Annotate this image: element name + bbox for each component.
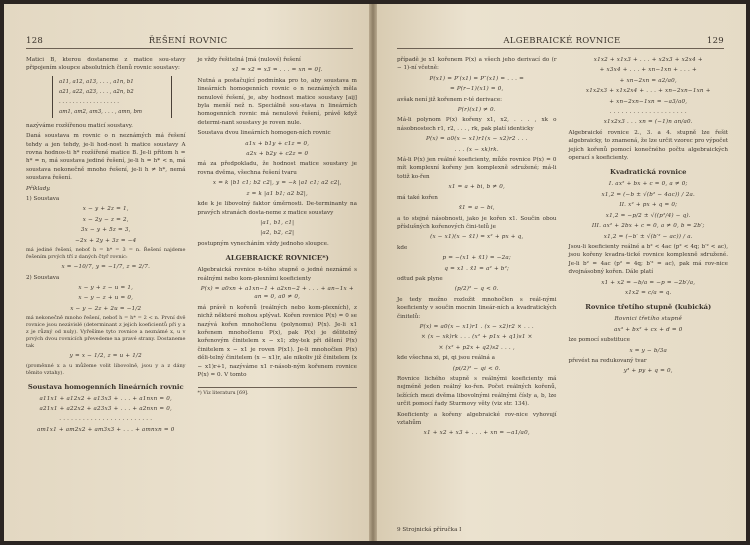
paragraph: kde: [397, 244, 408, 251]
paragraph: má jediné řešení, neboť h = h* = 3 = n. Řešení najdeme řešením prvých tří z daných čtyř rovnic:: [26, 247, 186, 261]
augmented-matrix: [52, 76, 172, 118]
equation: II. x² + px + q = 0;: [619, 202, 678, 209]
paragraph: je vždy řešitelná [má (nulové) řešení: [197, 57, 301, 63]
equation: (p/2)² − q < 0.: [454, 286, 499, 293]
equation: x1,2 = (−b ± √(b² − 4ac)) / 2a.: [601, 191, 695, 198]
paragraph: případě je x1 kořenem P(x) a všech jeho derivací do (r − 1)-ní včetně:: [397, 57, 557, 72]
equation: I. ax² + bx + c = 0, a ≠ 0;: [608, 181, 688, 188]
equation: x − y − z + u = 0,: [78, 295, 134, 302]
paragraph: Nutná a postačující podmínka pro to, aby soustava m lineárních homogenních rovnic o n neznámých měla nenulové řešení, je, aby hodnost matice soustavy [aij] byla menší než n. Speciálně sou-stava n lineárních homogenních rovnic má nenulové řešení, právě když determi-nant soustavy je roven nule.: [197, 77, 357, 126]
equation: P(r)(x1) ≠ 0.: [457, 107, 496, 114]
equation: x1 + x2 = −b/a = −p = −2b′/a,: [601, 279, 696, 286]
equation: x1,2 = −p/2 ± √((p²/4) − q).: [605, 212, 691, 219]
equation: P(x1) = P′(x1) = P″(x1) = . . . =: [429, 75, 525, 82]
signature-mark: 9 Strojnická příručka I: [397, 527, 462, 533]
equation: P(x) = a0(x − x1)r1(x − x2)r2 . . .: [425, 136, 528, 143]
right-running-head: ALGEBRAICKÉ ROVNICE: [503, 36, 621, 46]
equation: |a2, b2, c2|: [260, 230, 295, 237]
equation: |a1, b1, c1|: [260, 219, 295, 226]
equation: x − y + 2z = 1,: [82, 206, 129, 213]
paragraph: Je tedy možno rozložit mnohočlen s reál-nými koeficienty v součin mocnin lineár-ních a kvadratických činitelů:: [397, 296, 557, 320]
equation: p = −(x1 + x̄1) = −2a;: [442, 255, 511, 262]
matrix-row: a21, a22, a23, . . . , a2n, b2: [59, 88, 134, 95]
matrix-row: am1, am2, am3, . . . , amn, bm: [59, 108, 143, 115]
footnote: *) Viz literaturu [69].: [198, 387, 358, 398]
equation: . . . . . . . . . . . . . . . . . . . . . . . .: [59, 416, 153, 423]
left-column-2: [198, 56, 358, 527]
equation: x = k |b1 c1; b2 c2|, y = −k |a1 c1; a2 c2|,: [212, 180, 342, 187]
equation: . . . (x − xk)rk.: [454, 146, 499, 153]
equation: x1x2x3 + x1x2x4 + . . . + xn−2xn−1xn +: [585, 88, 711, 95]
paragraph: Má-li polynom P(x) kořeny x1, x2, . . . , xk o násobnostech r1, r2, . . . , rk, pak platí identicky: [397, 117, 557, 132]
equation: 3x − y + 5z = 3,: [80, 227, 131, 234]
section-heading: Soustava homogenních lineárních rovnic: [27, 382, 184, 391]
left-running-head: ŘEŠENÍ ROVNIC: [148, 36, 228, 46]
book-gutter: [369, 4, 377, 541]
section-heading: Rovnice třetího stupně (kubická): [585, 303, 712, 312]
equation: + xn−2xn = a2/a0,: [619, 77, 677, 84]
paragraph: Soustava dvou lineárních homogen-ních rovnic: [197, 130, 331, 137]
equation: (pi/2)² − qi < 0.: [452, 365, 501, 372]
right-column-2: [569, 56, 729, 527]
equation: y³ + py + q = 0,: [623, 368, 673, 375]
matrix-row: a11, a12, a13, . . . , a1n, b1: [59, 78, 134, 85]
equation: x − 2y − z = 2,: [82, 216, 129, 223]
equation: + x3x4 + . . . + xn−1xn + . . . +: [599, 67, 697, 74]
right-page-header: [397, 34, 724, 49]
equation: x1 = a + bi, b ≠ 0,: [448, 184, 505, 191]
left-page: [4, 4, 375, 541]
paragraph: (proměnné x a u můžeme volit libovolně, jsou y a z dány těmito vztahy).: [26, 362, 186, 376]
paragraph: Daná soustava m rovnic o n neznámých má řešení tehdy a jen tehdy, je-li hod-nost h matice soustavy A rovna hodnos-ti h* rozšířené matice B. Je-li přitom h = h* = n, má soustava jediné řešení, je-li h = h* < n, má soustava nekonečně mnoho řešení, je-li h ≠ h*, nemá soustava řešení.: [26, 133, 186, 182]
paragraph: nazýváme rozšířenou maticí soustavy.: [26, 122, 133, 129]
paragraph: avšak není již kořenem r-té derivace:: [397, 96, 503, 103]
equation: (x − x1)(x − x̄1) = x² + px + q,: [430, 234, 524, 241]
equation: ax³ + bx² + cx + d = 0: [613, 326, 683, 333]
paragraph: a to stejné násobnosti, jako je kořen x1. Součin obou příslušných kořenových čini-telů je: [397, 215, 557, 230]
paragraph: Jsou-li koeficienty reálné a b² < 4ac (p² < 4q; b′² < ac), jsou kořeny kvadra-tické rovnice komplexně sdružené. Je-li b² = 4ac (p² = 4q; b′² = ac), pak má rov-nice dvojnásobný kořen. Dále platí: [568, 243, 728, 276]
paragraph: má právě n kořenů (reálných nebo kom-plexních), z nichž některé mohou splývat. Kořen rovnice P(x) = 0 se nazývá kořen mnohočlenu (polynomu) P(x). Je-li x1 kořenem mnohočlenu P(x), pak P(x) je dělitelný kořenovým činitelem x − x1; zby-tek při dělení P(x) činitelem x − x1 je roven P(x1). Je-li mnohočlen P(x) děli-telný činitelem (x − x1)r, ale nikoliv již činitelem (x − x1)r+1, nazýváme x1 r-násob-ným kořenem rovnice P(x) = 0. V tomto: [197, 304, 357, 378]
equation: am1x1 + am2x2 + am3x3 + . . . + amnxn = 0: [36, 426, 175, 433]
paragraph: lze pomocí substituce: [568, 337, 630, 344]
equation: x̄1 = a − bi,: [458, 205, 495, 212]
example-label: 2) Soustava: [26, 274, 60, 281]
paragraph: kde k je libovolný faktor úměrnosti. De-terminanty na pravých stranách dosta-neme z matice soustavy: [197, 201, 357, 216]
equation: x − y − 2z + 2u = −1/2: [70, 305, 142, 312]
equation: P(x) = a0(x − x1)r1 . (x − x2)r2 × . . .: [419, 323, 534, 330]
equation: a21x1 + a22x2 + a23x3 + . . . + a2nxn = 0,: [39, 405, 173, 412]
paragraph: Rovnice lichého stupně s reálnými koeficienty má nejméně jeden reálný ko-řen. Počet reálných kořenů, ležících mezi dvěma libovolnými reálnými čísly a, b, lze určit pomocí řady Sturmovy věty (viz str. 134).: [397, 376, 557, 408]
section-heading: Kvadratická rovnice: [610, 168, 687, 177]
paragraph: Má-li P(x) jen reálné koeficienty, může rovnice P(x) = 0 mít komplexní kořeny jen komplexně sdružené; má-li totiž ko-řen: [397, 157, 557, 180]
equation: x1x2x3 . . . xn = (−1)n an/a0.: [603, 119, 693, 126]
paragraph: kde všechna xi, pi, qi jsou reálná a: [397, 355, 495, 362]
equation: −2x + 2y + 3z = −4: [75, 237, 137, 244]
equation: q = x1 . x̄1 = a² + b²;: [444, 265, 510, 272]
left-page-header: [26, 34, 353, 49]
paragraph: Koeficienty a kořeny algebraické rov-nice vyhovují vztahům: [397, 411, 557, 427]
example-label: 1) Soustava: [26, 196, 60, 203]
equation: a2x + b2y + c2z = 0: [246, 151, 309, 158]
paragraph: má za předpokladu, že hodnost matice soustavy je rovna dvěma, všechna řešení tvaru: [197, 161, 357, 176]
paragraph: má nekonečně mnoho řešení, neboť h = h* = 2 < n. První dvě rovnice jsou nezávislé (determinant z jejich koeficientů při y a z je různý od nuly). Vyřešíme tyto rovnice a neznámé x, u v prvých dvou rovnicích převedeme na pravé strany. Dostaneme tak: [26, 315, 186, 350]
left-column-1: [26, 56, 186, 527]
paragraph: má také kořen: [397, 194, 438, 201]
paragraph: převést na redukovaný tvar: [568, 357, 647, 364]
equation: z = k |a1 b1; a2 b2|,: [246, 190, 308, 197]
equation: Rovnici třetího stupně: [614, 316, 682, 323]
equation: y = x − 1/2, z = u + 1/2: [69, 353, 142, 360]
equation: x − y + z − u = 1,: [78, 284, 134, 291]
right-page: [375, 4, 746, 541]
equation: x1x2 = c/a = q.: [624, 289, 672, 296]
right-column-1: [397, 56, 557, 527]
left-page-number: 128: [26, 36, 44, 46]
paragraph: Matici B, kterou dostaneme z matice sou-stavy připojením sloupce absolutních členů rovnic soustavy:: [26, 57, 186, 72]
matrix-row: . . . . . . . . . . . . . . . . . .: [59, 98, 119, 105]
equation: × (x − xk)rk . . . (x² + p1x + q1)s1 ×: [421, 334, 533, 341]
equation: III. ax² + 2bx + c = 0, a ≠ 0, b = 2b′;: [591, 223, 705, 230]
paragraph: Algebraická rovnice n-tého stupně o jedné neznámé s reálnými nebo kom-plexními koeficienty: [197, 267, 357, 282]
section-heading: ALGEBRAICKÉ ROVNICE*): [225, 254, 329, 263]
subheading: Příklady.: [26, 185, 51, 192]
paragraph: postupným vynecháním vždy jednoho sloupce.: [197, 240, 329, 247]
equation: x1x2 + x1x3 + . . . + x2x3 + x2x4 +: [593, 57, 703, 63]
equation: + xn−2xn−1xn = −a3/a0,: [609, 98, 688, 105]
equation: x1,2 = (−b′ ± √(b′² − ac)) / a.: [603, 233, 693, 240]
equation: = P(r−1)(x1) = 0,: [449, 86, 504, 93]
equation: a1x + b1y + c1z = 0,: [245, 140, 310, 147]
equation: × (x² + p2x + q2)s2 . . . ,: [438, 344, 515, 351]
equation: P(x) = a0xn + a1xn−1 + a2xn−2 + . . . + an−1x + an = 0, a0 ≠ 0,: [200, 285, 354, 301]
equation: x1 = x2 = x3 = . . . = xn = 0].: [231, 67, 323, 74]
paragraph: odtud pak plyne: [397, 275, 443, 282]
equation: x = y − b/3a: [629, 347, 668, 354]
paragraph: Algebraické rovnice 2., 3. a 4. stupně lze řešit algebraicky, to znamená, že lze určit vzorec pro výpočet jejích kořenů pomocí konečného počtu algebraických operací s koeficienty.: [568, 129, 728, 162]
right-page-number: 129: [706, 36, 724, 46]
equation: . . . . . . . . . . . . . . . . . . . .: [609, 109, 687, 116]
equation: x1 + x2 + x3 + . . . + xn = −a1/a0,: [423, 430, 530, 437]
equation: x = −10/7, y = −1/7, z = 2/7.: [61, 264, 151, 271]
equation: a11x1 + a12x2 + a13x3 + . . . + a1nxn = 0,: [39, 395, 173, 402]
